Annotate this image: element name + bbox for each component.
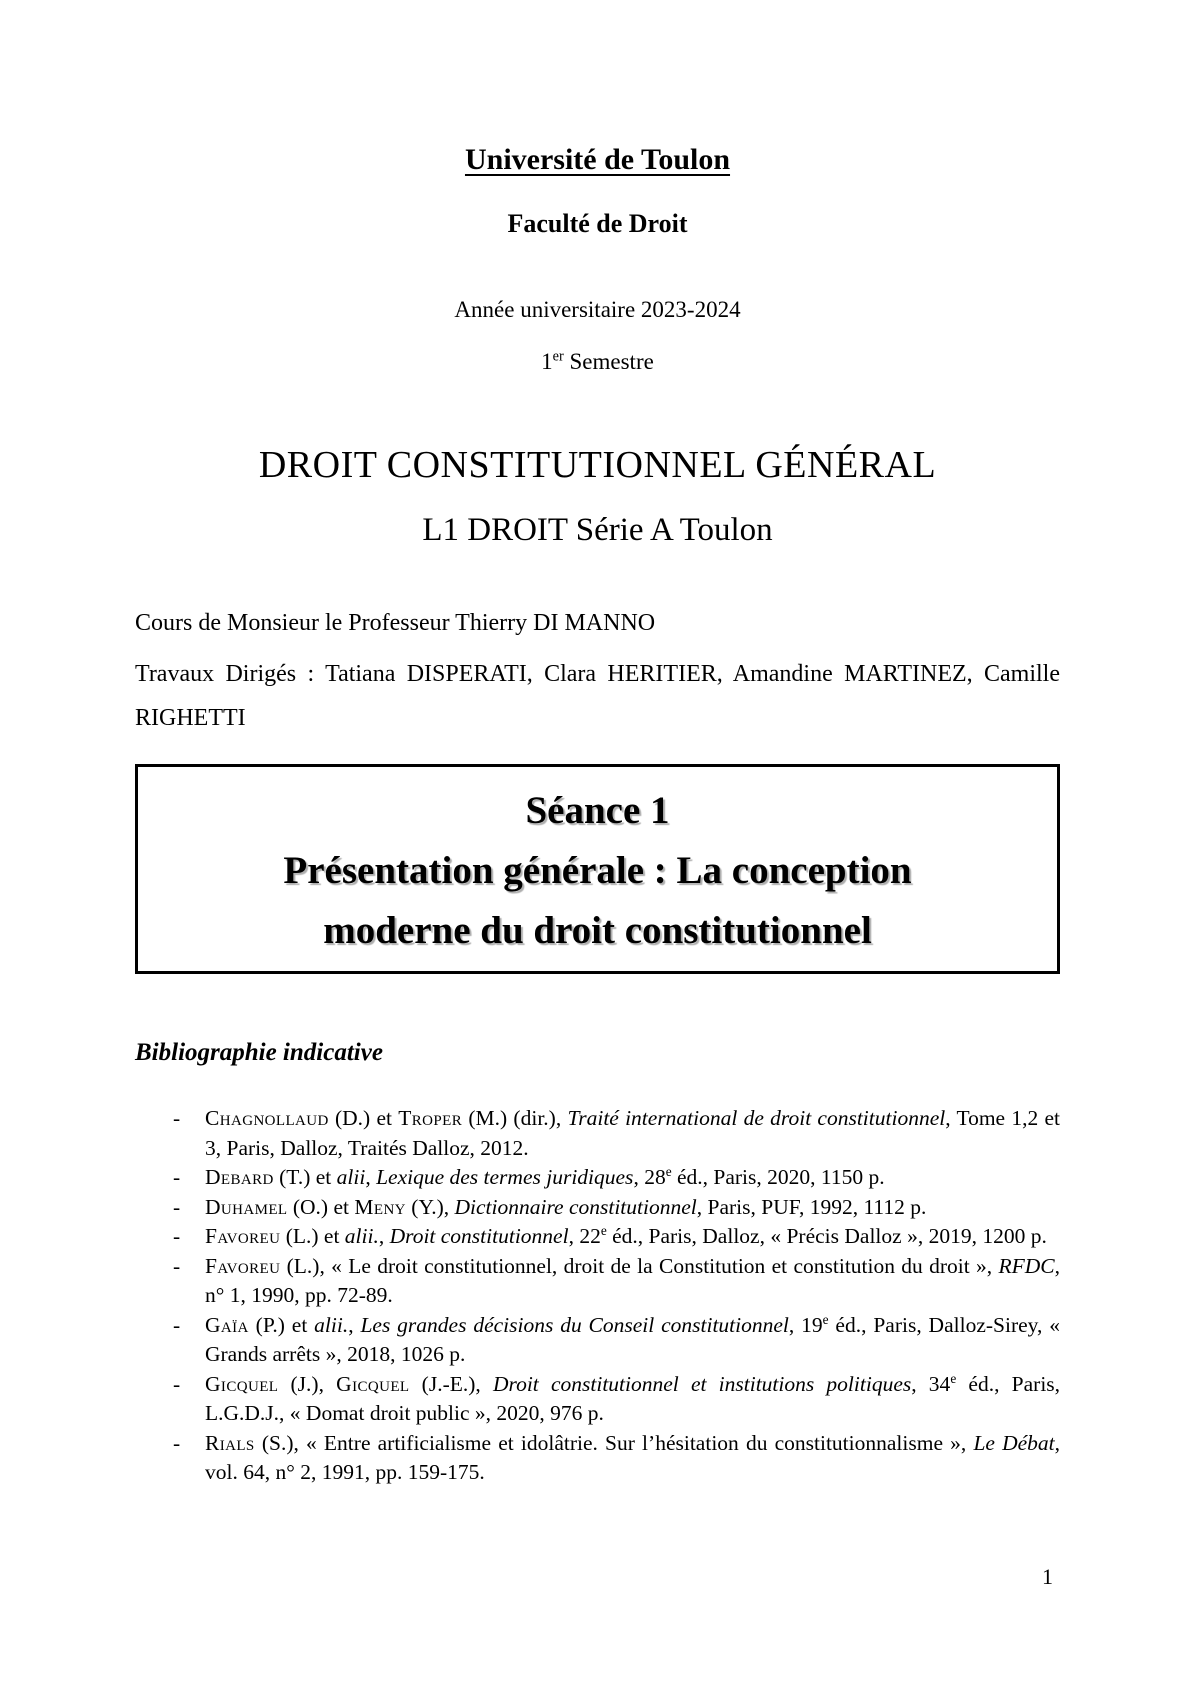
bibliography-segment: alii.	[344, 1224, 379, 1248]
bibliography-segment: Favoreu	[205, 1224, 281, 1248]
bibliography-segment: ,	[348, 1312, 361, 1337]
bibliography-segment: (L.), « Le droit constitutionnel, droit de la Constitution et constitution du droit »,	[280, 1253, 999, 1278]
bibliography-segment: (S.), « Entre artificialisme et idolâtrie. Sur l’hésitation du constitutionnalisme »,	[254, 1430, 974, 1455]
session-subtitle-line1: Présentation générale : La conception	[283, 849, 912, 892]
bibliography-segment: Le Débat	[973, 1430, 1055, 1455]
bibliography-segment: éd., Paris, Dalloz, « Précis Dalloz », 2019, 1200 p.	[606, 1224, 1047, 1248]
bibliography-segment: , 28	[633, 1165, 666, 1189]
session-title: Séance 1	[525, 789, 670, 832]
bibliography-segment: Troper	[398, 1106, 463, 1130]
bibliography-segment: (M.) (dir.),	[462, 1106, 568, 1130]
session-box	[135, 764, 1060, 974]
bibliography-item	[135, 1311, 1060, 1370]
course-subtitle: L1 DROIT Série A Toulon	[422, 512, 773, 548]
bibliography-segment: alii	[336, 1165, 366, 1189]
bibliography-segment: Gicquel	[205, 1371, 279, 1396]
bibliography-segment: Traité international de droit constitutionnel	[567, 1106, 946, 1130]
bibliography-segment: éd., Paris, Dalloz-Sirey, « Grands arrêts », 2018, 1026 p.	[205, 1312, 1060, 1366]
bibliography-segment: Favoreu	[205, 1253, 281, 1278]
bibliography-item	[135, 1104, 1060, 1163]
bibliography-segment: (L.) et	[280, 1224, 345, 1248]
bibliography-segment: e	[950, 1370, 957, 1386]
bibliography-item	[135, 1222, 1060, 1252]
bibliography-segment: Lexique des termes juridiques	[376, 1165, 634, 1189]
bibliography-segment: , Tome 1,2 et 3, Paris, Dalloz, Traités Dalloz, 2012.	[205, 1106, 1060, 1160]
bibliography-segment: alii.	[314, 1312, 349, 1337]
bibliography-segment: (J.-E.),	[409, 1371, 493, 1396]
semester-ordinal-suffix: er	[552, 348, 564, 365]
session-subtitle-line2: moderne du droit constitutionnel	[323, 909, 872, 952]
bibliography-segment: e	[822, 1311, 829, 1327]
bibliography-segment: ,	[378, 1224, 390, 1248]
bibliography-segment: Rials	[205, 1430, 255, 1455]
academic-year: Année universitaire 2023-2024	[454, 297, 741, 322]
semester-number: 1	[541, 349, 553, 374]
bibliography-segment: éd., Paris, 2020, 1150 p.	[671, 1165, 885, 1189]
bibliography-item	[135, 1429, 1060, 1488]
bibliography-list	[135, 1104, 1060, 1488]
bibliography-segment: , n° 1, 1990, pp. 72-89.	[205, 1253, 1060, 1307]
semester-label: Semestre	[563, 349, 654, 374]
bibliography-segment: Les grandes décisions du Conseil constitutionnel	[360, 1312, 789, 1337]
page-number: 1	[1042, 1564, 1053, 1589]
bibliography-item	[135, 1370, 1060, 1429]
tutorial-team-line: Travaux Dirigés : Tatiana DISPERATI, Clara HERITIER, Amandine MARTINEZ, Camille RIGHETTI	[135, 661, 1060, 731]
bibliography-segment: Gicquel	[336, 1371, 410, 1396]
bibliography-segment: (J.),	[278, 1371, 337, 1396]
bibliography-segment: Chagnollaud	[205, 1106, 329, 1130]
bibliography-segment: (Y.),	[405, 1194, 455, 1219]
bibliography-segment: Dictionnaire constitutionnel	[454, 1194, 697, 1219]
bibliography-item	[135, 1193, 1060, 1223]
bibliography-segment: éd., Paris, L.G.D.J., « Domat droit public », 2020, 976 p.	[205, 1371, 1061, 1425]
bibliography-segment: Duhamel	[205, 1194, 288, 1219]
bibliography-item	[135, 1163, 1060, 1193]
bibliography-segment: , 22	[568, 1224, 601, 1248]
bibliography-heading: Bibliographie indicative	[135, 1039, 383, 1066]
header-faculty: Faculté de Droit	[507, 209, 688, 238]
bibliography-segment: Meny	[354, 1194, 406, 1219]
bibliography-segment: , 34	[911, 1371, 951, 1396]
bibliography-segment: ,	[365, 1165, 377, 1189]
bibliography-segment: (O.) et	[287, 1194, 355, 1219]
bibliography-segment: (D.) et	[328, 1106, 399, 1130]
header-university-title: Université de Toulon	[464, 143, 731, 176]
bibliography-segment: Gaïa	[205, 1312, 249, 1337]
bibliography-segment: (P.) et	[248, 1312, 315, 1337]
bibliography-segment: , 19	[788, 1312, 823, 1337]
bibliography-segment: , Paris, PUF, 1992, 1112 p.	[696, 1194, 927, 1219]
bibliography-segment: (T.) et	[273, 1165, 337, 1189]
semester	[135, 348, 1060, 376]
bibliography-segment: RFDC	[998, 1253, 1055, 1278]
lecturer-line: Cours de Monsieur le Professeur Thierry DI MANNO	[135, 610, 656, 636]
course-title: DROIT CONSTITUTIONNEL GÉNÉRAL	[258, 444, 937, 486]
bibliography-item	[135, 1252, 1060, 1311]
bibliography-segment: , vol. 64, n° 2, 1991, pp. 159-175.	[205, 1430, 1061, 1484]
bibliography-segment: e	[600, 1222, 607, 1238]
bibliography-segment: e	[665, 1163, 672, 1179]
bibliography-segment: Debard	[205, 1165, 274, 1189]
bibliography-segment: Droit constitutionnel et institutions politiques	[492, 1371, 912, 1396]
bibliography-segment: Droit constitutionnel	[389, 1224, 569, 1248]
